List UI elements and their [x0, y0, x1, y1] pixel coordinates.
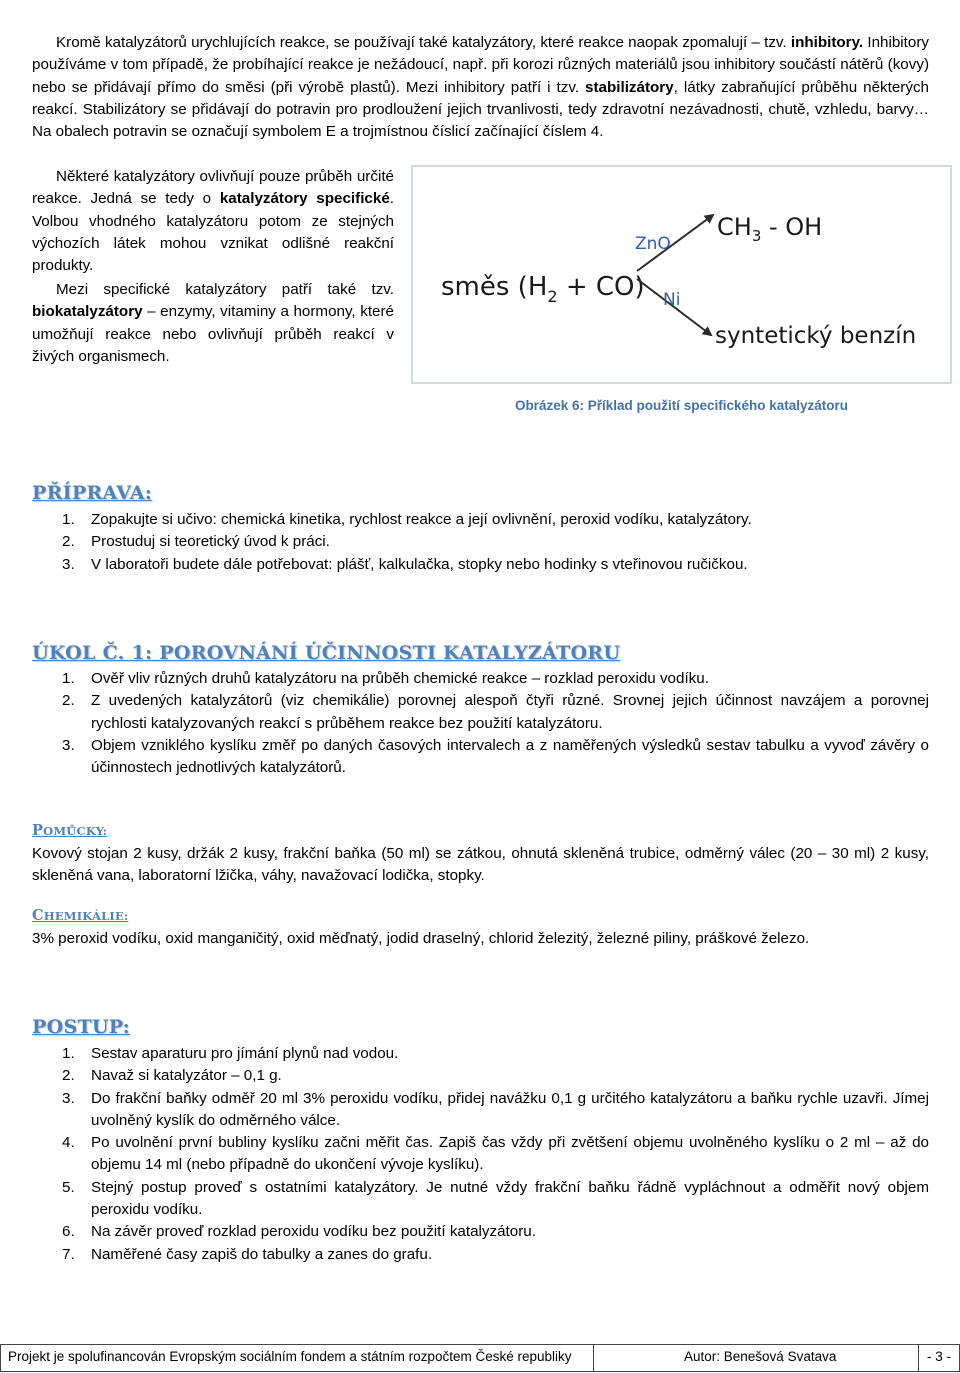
intro-paragraph-3 — [32, 279, 394, 368]
catalyst-ni: Ni — [663, 290, 681, 310]
mixture-label: směs $(H_2 + CO)$ — [441, 272, 645, 306]
catalyst-zno: ZnO — [635, 234, 671, 254]
list-item: 6. Na závěr proveď rozklad peroxidu vodíku bez použití katalyzátoru. — [62, 1223, 536, 1241]
reaction-figure — [411, 165, 952, 384]
list-item: 2. Z uvedených katalyzátorů (viz chemikálie) porovnej alespoň čtyři různé. Srovnej jejich účinnost navzájem a porovnej rychlosti katalyzovaných reakcí s průběhem reakce bez použití katalyzátoru. — [62, 692, 929, 732]
intro-text: , látky zabraňující průběhu některých reakcí. Stabilizátory se přidávají do potravin pro prodloužení jejich trvanlivosti, tedy zdravotní nezávadnosti, chutě, vzhledu, barvy… Na obalech potravin se označují symbolem E a trojmístnou číslicí začínající číslem 4. — [32, 78, 929, 141]
intro-text: Kromě katalyzátorů urychlujících reakce, se používají také katalyzátory, které reakce naopak zpomalují – tzv. — [56, 34, 787, 51]
list-item: 1. Sestav aparaturu pro jímání plynů nad vodou. — [62, 1045, 399, 1062]
section-title-chemikalie: CHEMIKÁLIE: — [32, 907, 129, 924]
list-item: 3. V laboratoři budete dále potřebovat: plášť, kalkulačka, stopky nebo hodinky s vteřinovou ručičkou. — [62, 555, 748, 573]
intro-paragraph-1 — [32, 32, 929, 143]
section-title-pomucky: POMŮCKY: — [32, 822, 108, 839]
product-benzin: syntetický benzín — [715, 323, 917, 349]
postup-list — [32, 1043, 929, 1266]
intro-text: – enzymy, vitaminy a hormony, které umožňují reakce nebo ovlivňují průběh reakcí v živých organismech. — [32, 303, 394, 365]
term-katalyzatory-specificke: katalyzátory specifické — [219, 190, 390, 208]
section-title-priprava: PŘÍPRAVA: — [32, 482, 153, 504]
list-item: 1. Ověř vliv různých druhů katalyzátoru na průběh chemické reakce – rozklad peroxidu vodíku. — [62, 670, 709, 687]
list-item: 5. Stejný postup proveď s ostatními katalyzátory. Je nutné vždy frakční baňku řádně vypláchnout a odměřit nový objem peroxidu vodíku. — [62, 1178, 929, 1219]
priprava-list — [32, 509, 929, 576]
page-footer — [0, 1344, 960, 1372]
term-stabilizatory: stabilizátory — [585, 78, 674, 96]
product-methanol: $CH_3$ - OH — [717, 213, 823, 245]
figure-caption: Obrázek 6: Příklad použití specifického katalyzátoru — [514, 398, 849, 413]
term-inhibitory: inhibitory. — [790, 34, 864, 51]
reaction-scheme — [413, 167, 950, 382]
section-title-postup: POSTUP: — [32, 1016, 130, 1038]
intro-text: Mezi specifické katalyzátory patří také tzv. — [56, 281, 394, 298]
footer-author: Autor: Benešová Svatava — [684, 1349, 837, 1364]
intro-text: Inhibitory používáme v tom případě, že probíhající reakce je nežádoucí, např. při korozi různých materiálů jsou inhibitory součástí nátěrů (kovy) nebo se přidávají přímo do směsi (při výrobě plastů). Mezi inhibitory patří i tzv. — [32, 34, 929, 96]
list-item: 3. Do frakční baňky odměř 20 ml 3% peroxidu vodíku, přidej navážku 0,1 g určitého katalyzátoru a baňku rychle uzavři. Jímej uvolněný kyslík do odměrného válce. — [62, 1089, 929, 1129]
footer-project: Projekt je spolufinancován Evropským sociálním fondem a státním rozpočtem České republiky — [8, 1349, 572, 1364]
list-item: 3. Objem vzniklého kyslíku změř po daných časových intervalech a z naměřených výsledků sestav tabulku a vyvoď závěry o účinnostech jednotlivých katalyzátorů. — [62, 736, 929, 777]
chemikalie-text: 3% peroxid vodíku, oxid manganičitý, oxid měďnatý, jodid draselný, chlorid železitý, železné piliny, práškové železo. — [32, 930, 810, 947]
list-item: 4. Po uvolnění první bubliny kyslíku začni měřit čas. Zapiš čas vždy při zvětšení objemu uvolněného kyslíku o 2 ml – až do objemu 14 ml (nebo případně do ukončení vývoje kyslíku). — [62, 1134, 929, 1174]
pomucky-text: Kovový stojan 2 kusy, držák 2 kusy, frakční baňka (50 ml) se zátkou, ohnutá skleněná trubice, odměrný válec (20 – 30 ml) 2 kusy, skleněná vana, laboratorní lžička, váhy, navažovací lodička, stopky. — [32, 845, 929, 885]
list-item: 7. Naměřené časy zapiš do tabulky a zanes do grafu. — [62, 1245, 433, 1263]
intro-text: Některé katalyzátory ovlivňují pouze průběh určité reakce. Jedná se tedy o — [32, 168, 394, 208]
list-item: 1. Zopakujte si učivo: chemická kinetika, rychlost reakce a její ovlivnění, peroxid vodíku, katalyzátory. — [62, 511, 752, 528]
term-biokatalyzatory: biokatalyzátory — [32, 303, 143, 321]
intro-text: . Volbou vhodného katalyzátoru potom ze stejných výchozích látek mohou vznikat odlišné reakční produkty. — [32, 190, 394, 275]
intro-paragraph-2 — [32, 166, 394, 277]
list-item: 2. Prostuduj si teoretický úvod k práci. — [62, 533, 330, 551]
ukol-list — [32, 668, 929, 779]
list-item: 2. Navaž si katalyzátor – 0,1 g. — [62, 1067, 282, 1085]
section-title-ukol: ÚKOL Č. 1: POROVNÁNÍ ÚČINNOSTI KATALYZÁTORU — [32, 642, 621, 664]
page-number: - 3 - — [927, 1349, 952, 1364]
